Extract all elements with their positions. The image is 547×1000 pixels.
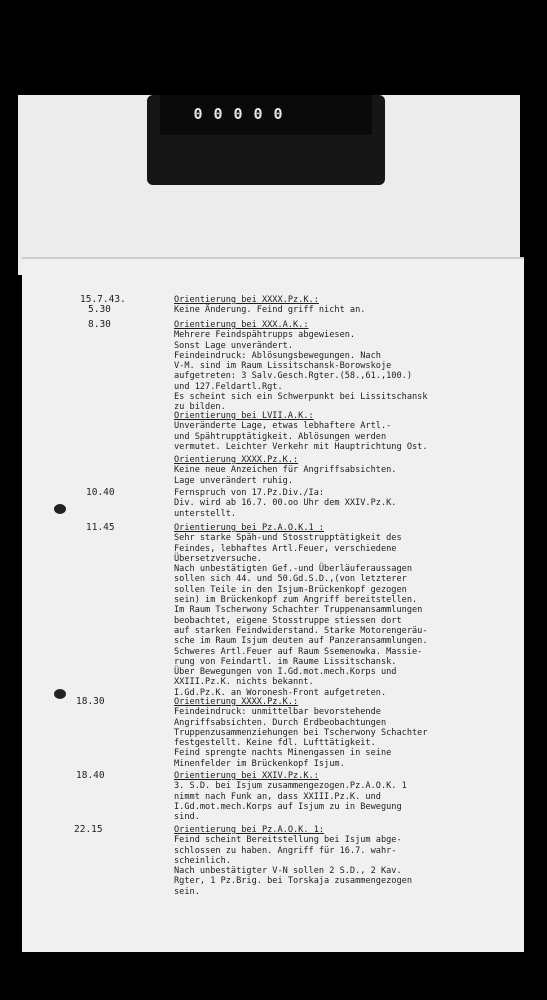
entry-text bbox=[174, 488, 519, 519]
entry-line: sind. bbox=[174, 812, 200, 823]
entry-header: Orientierung bei XXX.A.K.: bbox=[174, 320, 309, 330]
entry-text bbox=[174, 697, 519, 769]
entry-line: Div. wird ab 16.7. 00.oo Uhr dem XXIV.Pz.K. bbox=[174, 498, 397, 509]
entry-time: 18.30 bbox=[76, 696, 105, 707]
entry-line: beobachtet, eigene Stosstruppe stiessen dort bbox=[174, 615, 402, 626]
counter-digit: 0 bbox=[193, 105, 203, 123]
entry-line: sche im Raum Isjum deuten auf Panzeransammlungen. bbox=[174, 636, 428, 647]
entry-line: Über Bewegungen von I.Gd.mot.mech.Korps und bbox=[174, 667, 397, 678]
entry-text bbox=[174, 455, 519, 486]
entry-date: 15.7.43. bbox=[80, 294, 126, 305]
entry-header: Orientierung bei Pz.A.O.K. 1: bbox=[174, 825, 325, 835]
document-page bbox=[22, 257, 524, 952]
entry-line: Nach unbestätigter V-N sollen 2 S.D., 2 Kav. bbox=[174, 866, 402, 877]
entry-line: Truppenzusammenziehungen bei Tscherwony Schachter bbox=[174, 727, 428, 738]
entry-text bbox=[174, 523, 519, 698]
entry-time: 5.30 bbox=[88, 304, 111, 315]
entry-line: Mehrere Feindspähtrupps abgewiesen. bbox=[174, 330, 356, 341]
frame-counter-digits bbox=[190, 105, 286, 123]
entry-line: festgestellt. Keine fdl. Lufttätigkeit. bbox=[174, 738, 376, 749]
entry-line: Sonst Lage unverändert. bbox=[174, 340, 293, 351]
entry-line: sollen sich 44. und 50.Gd.S.D.,(von letzterer bbox=[174, 574, 407, 585]
entry-line: Übersetzversuche. bbox=[174, 553, 262, 564]
entry-line: Schweres Artl.Feuer auf Raum Ssemenowka. Massie- bbox=[174, 646, 423, 657]
entry-line: auf starken Feindwiderstand. Starke Motorengeräu- bbox=[174, 625, 428, 636]
entry-line: Es scheint sich ein Schwerpunkt bei Lissitschansk bbox=[174, 392, 428, 403]
entry-line: sein. bbox=[174, 886, 200, 897]
entry-line: Sehr starke Späh-und Stosstrupptätigkeit des bbox=[174, 533, 402, 544]
entry-line: V-M. sind im Raum Lissitschansk-Borowskoje bbox=[174, 361, 392, 372]
entry-text bbox=[174, 411, 519, 452]
entry-time: 10.40 bbox=[86, 487, 115, 498]
entry-line: I.Gd.Pz.K. an Woronesh-Front aufgetreten. bbox=[174, 687, 387, 698]
entry-time: 22.15 bbox=[74, 824, 103, 835]
entry-line: Lage unverändert ruhig. bbox=[174, 475, 293, 486]
entry-line: Keine neue Anzeichen für Angriffsabsichten. bbox=[174, 465, 397, 476]
entry-line: sollen Teile in den Isjum-Brückenkopf gezogen bbox=[174, 584, 407, 595]
entry-time: 8.30 bbox=[88, 319, 111, 330]
entry-line: vermutet. Leichter Verkehr mit Hauptrichtung Ost. bbox=[174, 441, 428, 452]
entry-line: Angriffsabsichten. Durch Erdbeobachtungen bbox=[174, 717, 387, 728]
entry-line: nimmt nach Funk an, dass XXIII.Pz.K. und bbox=[174, 791, 381, 802]
entry-line: Feind sprengte nachts Minengassen in seine bbox=[174, 748, 392, 759]
entry-line: Feindeindruck: unmittelbar bevorstehende bbox=[174, 707, 381, 718]
entry-line: aufgetreten: 3 Salv.Gesch.Rgter.(58.,61.,100.) bbox=[174, 371, 412, 382]
entry-line: und 127.Feldartl.Rgt. bbox=[174, 381, 283, 392]
punch-hole bbox=[54, 689, 66, 699]
entry-line: Feindes, lebhaftes Artl.Feuer, verschiedene bbox=[174, 543, 397, 554]
entry-line: Im Raum Tscherwony Schachter Truppenansammlungen bbox=[174, 605, 423, 616]
counter-digit: 0 bbox=[273, 105, 283, 123]
entry-header: Orientierung bei XXXX.Pz.K.: bbox=[174, 295, 319, 305]
entry-line: sein) im Brückenkopf zum Angriff bereitstellen. bbox=[174, 595, 418, 606]
entry-header: Orientierung bei LVII.A.K.: bbox=[174, 411, 314, 421]
counter-digit: 0 bbox=[233, 105, 243, 123]
entry-text bbox=[174, 320, 519, 413]
entry-line: Rgter, 1 Pz.Brig. bei Torskaja zusammengezogen bbox=[174, 876, 412, 887]
entry-text bbox=[174, 825, 519, 897]
entry-line: und Spähtrupptätigkeit. Ablösungen werden bbox=[174, 431, 387, 442]
entry-header: Orientierung XXXX.Pz.K.: bbox=[174, 697, 299, 707]
entry-header: Orientierung XXXX.Pz.K.: bbox=[174, 455, 299, 465]
entry-time: 18.40 bbox=[76, 770, 105, 781]
entry-header: Orientierung bei XXIV.Pz.K.: bbox=[174, 771, 319, 781]
entry-line: Keine Änderung. Feind griff nicht an. bbox=[174, 305, 366, 316]
entry-line: Feind scheint Bereitstellung bei Isjum abge- bbox=[174, 835, 402, 846]
entry-line: I.Gd.mot.mech.Korps auf Isjum zu in Bewegung bbox=[174, 801, 402, 812]
entry-line: zu bilden. bbox=[174, 402, 226, 413]
entry-text bbox=[174, 295, 519, 316]
counter-digit: 0 bbox=[253, 105, 263, 123]
entry-line: Unveränderte Lage, etwas lebhaftere Artl.- bbox=[174, 421, 392, 432]
entry-time: 11.45 bbox=[86, 522, 115, 533]
entry-line: Minenfelder im Brückenkopf Isjum. bbox=[174, 758, 345, 769]
entry-line: XXIII.Pz.K. nichts bekannt. bbox=[174, 677, 314, 688]
entry-line: Fernspruch von 17.Pz.Div./Ia: bbox=[174, 488, 325, 498]
entry-text bbox=[174, 771, 519, 822]
entry-line: scheinlich. bbox=[174, 855, 231, 866]
punch-hole bbox=[54, 504, 66, 514]
entry-line: Nach unbestätigten Gef.-und Überläuferaussagen bbox=[174, 564, 412, 575]
entry-line: unterstellt. bbox=[174, 508, 237, 519]
entry-line: Feindeindruck: Ablösungsbewegungen. Nach bbox=[174, 350, 381, 361]
entry-line: rung von Feindartl. im Raume Lissitschansk. bbox=[174, 656, 397, 667]
entry-line: 3. S.D. bei Isjum zusammengezogen.Pz.A.O.K. 1 bbox=[174, 781, 407, 792]
counter-digit: 0 bbox=[213, 105, 223, 123]
entry-header: Orientierung bei Pz.A.O.K.1 : bbox=[174, 523, 325, 533]
entry-line: schlossen zu haben. Angriff für 16.7. wahr- bbox=[174, 845, 397, 856]
